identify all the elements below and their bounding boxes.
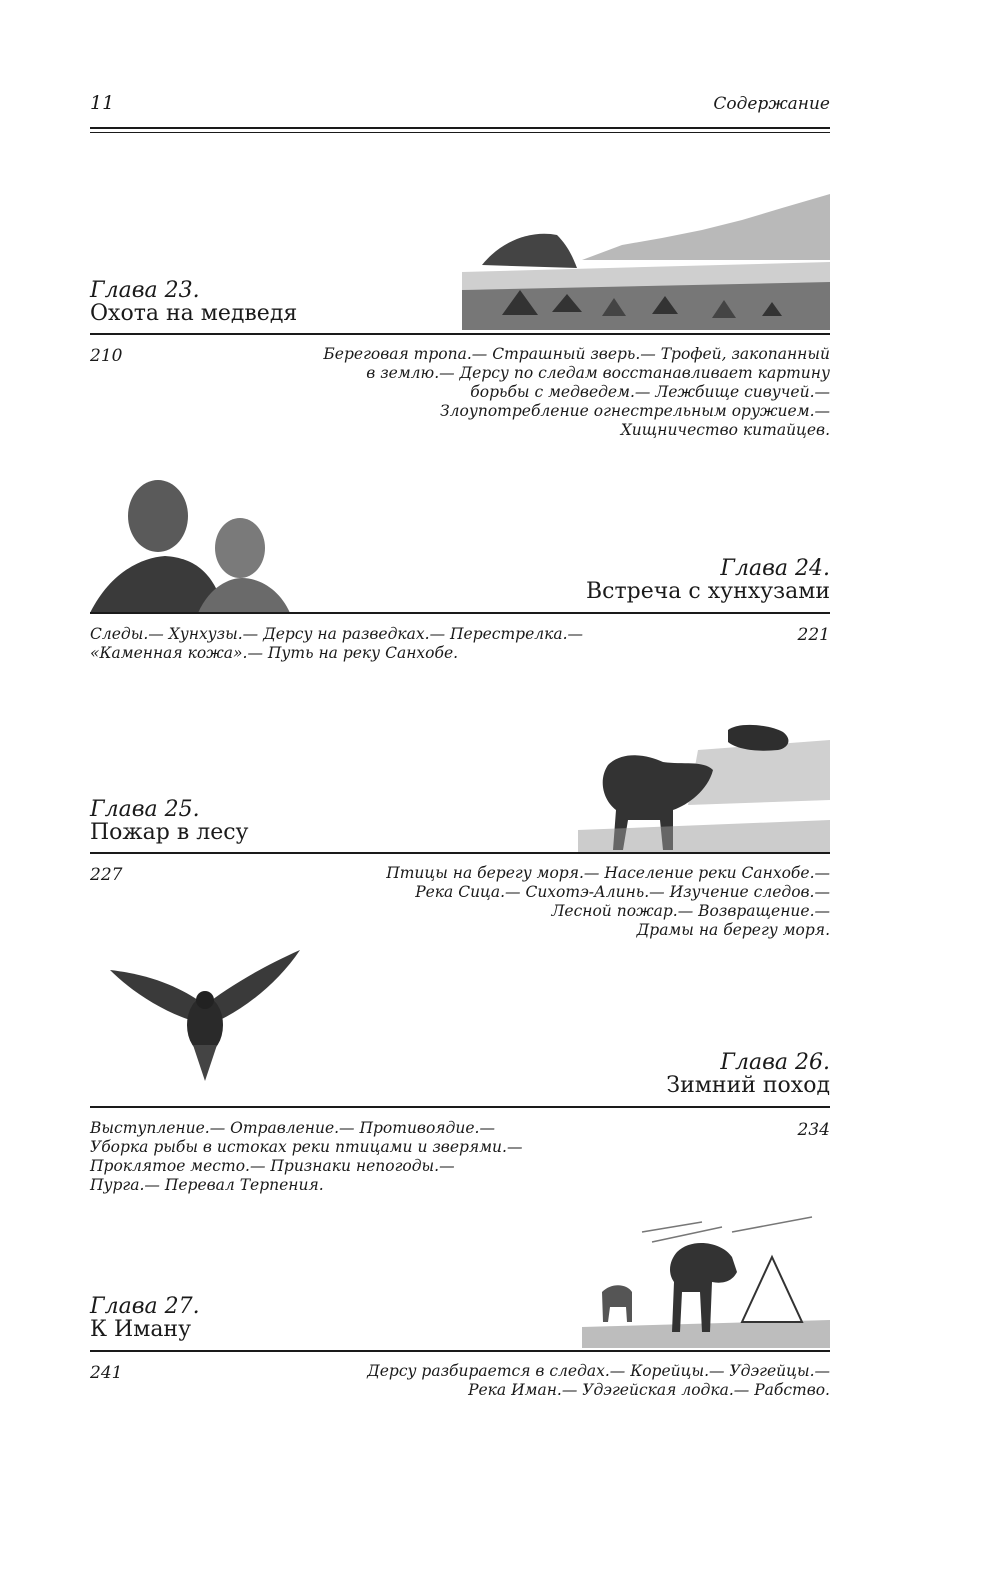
summary-line: Хищничество китайцев. <box>620 421 830 439</box>
chapter-24-summary <box>90 625 583 663</box>
summary-line: Выступление.— Отравление.— Противоядие.— <box>90 1119 495 1137</box>
summary-line: в землю.— Дерсу по следам восстанавливает картину <box>366 364 830 382</box>
page-number: 11 <box>90 92 115 114</box>
summary-line: Пурга.— Перевал Терпения. <box>90 1176 324 1194</box>
summary-line: Уборка рыбы в истоках реки птицами и зверями.— <box>90 1138 523 1156</box>
summary-line: Драмы на берегу моря. <box>636 921 830 939</box>
chapter-26-rule <box>90 1106 830 1108</box>
chapter-25-page: 227 <box>90 865 123 885</box>
chapter-26-page: 234 <box>797 1120 830 1140</box>
summary-line: Дерсу разбирается в следах.— Корейцы.— Удэгейцы.— <box>367 1362 830 1380</box>
chapter-23-rule <box>90 333 830 335</box>
chapter-24-rule <box>90 612 830 614</box>
chapter-24-page: 221 <box>797 625 830 645</box>
chapter-25-rule <box>90 852 830 854</box>
illustration-coastal-camp <box>462 190 830 330</box>
chapter-24-title: Встреча с хунхузами <box>586 579 830 604</box>
chapter-27-summary <box>367 1362 830 1400</box>
summary-line: борьбы с медведем.— Лежбище сивучей.— <box>470 383 830 401</box>
chapter-27-label: Глава 27. <box>90 1294 200 1319</box>
illustration-dogs-by-water <box>578 710 830 852</box>
summary-line: Лесной пожар.— Возвращение.— <box>551 902 830 920</box>
chapter-26-title: Зимний поход <box>666 1073 830 1098</box>
chapter-23-title: Охота на медведя <box>90 301 298 326</box>
summary-line: Береговая тропа.— Страшный зверь.— Трофей, закопанный <box>323 345 830 363</box>
chapter-25-label: Глава 25. <box>90 797 200 822</box>
chapter-25-title: Пожар в лесу <box>90 820 249 845</box>
running-title: Содержание <box>713 94 830 114</box>
chapter-23-label: Глава 23. <box>90 278 200 303</box>
chapter-23-page: 210 <box>90 346 123 366</box>
chapter-27-page: 241 <box>90 1363 123 1383</box>
summary-line: Злоупотребление огнестрельным оружием.— <box>440 402 830 420</box>
header-rule <box>90 127 830 129</box>
summary-line: Проклятое место.— Признаки непогоды.— <box>90 1157 455 1175</box>
header-rule-thin <box>90 132 830 133</box>
chapter-26-label: Глава 26. <box>720 1050 830 1075</box>
chapter-27-title: К Иману <box>90 1317 192 1342</box>
illustration-falcon <box>105 945 305 1083</box>
summary-line: «Каменная кожа».— Путь на реку Санхобе. <box>90 644 459 662</box>
chapter-27-rule <box>90 1350 830 1352</box>
illustration-horses-camp <box>582 1212 830 1348</box>
illustration-two-portraits <box>90 478 295 613</box>
summary-line: Река Сица.— Сихотэ-Алинь.— Изучение следов.— <box>415 883 830 901</box>
summary-line: Птицы на берегу моря.— Население реки Санхобе.— <box>386 864 830 882</box>
chapter-23-summary <box>323 345 830 440</box>
summary-line: Следы.— Хунхузы.— Дерсу на разведках.— Перестрелка.— <box>90 625 584 643</box>
summary-line: Река Иман.— Удэгейская лодка.— Рабство. <box>468 1381 830 1399</box>
chapter-25-summary <box>386 864 830 940</box>
chapter-24-label: Глава 24. <box>720 556 830 581</box>
chapter-26-summary <box>90 1119 522 1195</box>
